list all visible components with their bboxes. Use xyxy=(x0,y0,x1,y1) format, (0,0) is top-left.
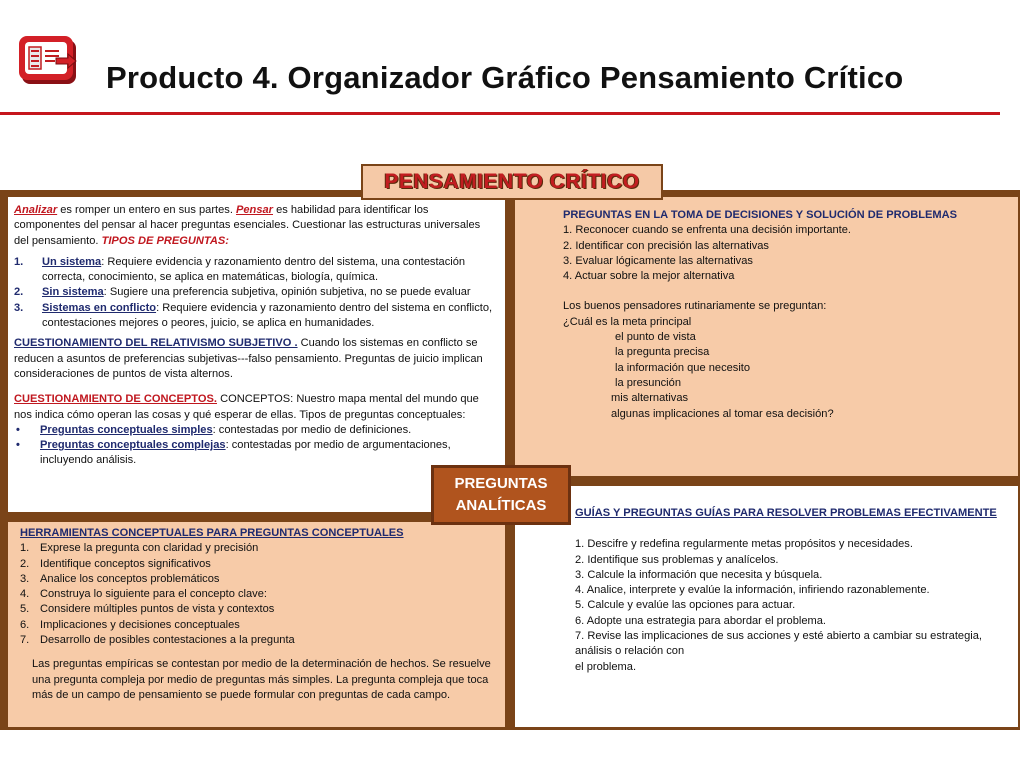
closing-line: el problema. xyxy=(575,660,637,673)
list-item: 7. Revise las implicaciones de sus acciones y esté abierto a cambiar su estrategia, análisis o relación con xyxy=(575,630,982,658)
types-heading: TIPOS DE PREGUNTAS: xyxy=(101,234,229,247)
analytical-questions-badge: PREGUNTAS ANALÍTICAS xyxy=(431,465,571,525)
list-item: 2. Sin sistema: Sugiere una preferencia subjetiva, opinión subjetiva, no se puede evaluar xyxy=(14,286,471,299)
thinkers-intro: Los buenos pensadores rutinariamente se preguntan: xyxy=(563,300,827,313)
list-item: 4. Analice, interprete y evalúe la información, infiriendo razonablemente. xyxy=(575,584,930,597)
list-item: 2. Identificar con precisión las alternativas xyxy=(563,239,769,252)
list-item: 2. Identifique conceptos significativos xyxy=(20,557,211,570)
list-item: la información que necesito xyxy=(615,361,751,374)
list-item: el punto de vista xyxy=(615,331,696,344)
title-divider xyxy=(0,112,1000,115)
list-item: 1. Reconocer cuando se enfrenta una decisión importante. xyxy=(563,224,852,237)
term-analizar: Analizar xyxy=(14,204,58,216)
term-pensar: Pensar xyxy=(235,204,273,216)
relativism-paragraph: CUESTIONAMIENTO DEL RELATIVISMO SUBJETIVO . Cuando los sistemas en conflicto se reducen a asuntos de preferencias subjetivas---falso pensamiento. Preguntas de juicio implican consideraciones de puntos de vista alternos. xyxy=(14,337,483,380)
list-item: algunas implicaciones al tomar esa decisión? xyxy=(611,407,834,420)
list-item: 1. Un sistema: Requiere evidencia y razonamiento dentro del sistema, una contestación correcta, conocimiento, se aplica en matemáticas, biología, química. xyxy=(14,255,466,284)
list-item: 6. Implicaciones y decisiones conceptuales xyxy=(20,618,240,631)
list-item: 3. Calcule la información que necesita y búsquela. xyxy=(575,568,823,581)
presentation-document-icon xyxy=(16,30,82,92)
relativism-heading: CUESTIONAMIENTO DEL RELATIVISMO SUBJETIVO . xyxy=(14,337,298,350)
list-item: 3. Evaluar lógicamente las alternativas xyxy=(563,254,753,267)
guides-heading: GUÍAS Y PREGUNTAS GUÍAS PARA RESOLVER PROBLEMAS EFECTIVAMENTE xyxy=(575,507,997,519)
list-item: 7. Desarrollo de posibles contestaciones a la pregunta xyxy=(20,634,295,647)
list-item: • Preguntas conceptuales complejas: contestadas por medio de argumentaciones, incluyendo análisis. xyxy=(16,439,451,467)
list-item: la presunción xyxy=(615,376,681,389)
concepts-heading: CUESTIONAMIENTO DE CONCEPTOS. xyxy=(14,393,217,406)
list-item: 4. Actuar sobre la mejor alternativa xyxy=(563,270,735,283)
intro-paragraph: Analizar es romper un entero en sus partes. Pensar es habilidad para identificar los componentes del pensar al hacer preguntas esenciales. Cuestionar las estructuras universales del pensamiento. TIPOS DE PREGUNTAS: xyxy=(14,204,481,247)
meta-question: ¿Cuál es la meta principal xyxy=(563,315,692,328)
concepts-paragraph: CUESTIONAMIENTO DE CONCEPTOS. CONCEPTOS: Nuestro mapa mental del mundo que nos indica cómo operan las cosas y qué esperar de ellas. Tipos de preguntas conceptuales: xyxy=(14,393,479,421)
panel-problem-solving-guides xyxy=(515,486,1018,727)
list-item: 4. Construya lo siguiente para el concepto clave: xyxy=(20,588,267,601)
list-item: 1. Descifre y redefina regularmente metas propósitos y necesidades. xyxy=(575,538,913,551)
list-item: 5. Considere múltiples puntos de vista y contextos xyxy=(20,603,275,616)
list-item: • Preguntas conceptuales simples: contestadas por medio de definiciones. xyxy=(16,423,412,436)
list-item: 6. Adopte una estrategia para abordar el problema. xyxy=(575,614,827,627)
list-item: 1. Exprese la pregunta con claridad y precisión xyxy=(20,542,259,555)
list-item: 3. Sistemas en conflicto: Requiere evidencia y razonamiento dentro del sistema en conflicto, contestaciones mejores o peores, juicio, se aplica en humanidades. xyxy=(14,301,493,330)
panel-conceptual-tools xyxy=(8,522,505,727)
empirical-paragraph: Las preguntas empíricas se contestan por medio de la determinación de hechos. Se resuelve una pregunta compleja por medio de preguntas más simples. La pregunta compleja que toca más de un campo de pensamiento se puede formular con preguntas de cada campo. xyxy=(32,658,491,701)
list-item: la pregunta precisa xyxy=(615,346,710,359)
list-item: 2. Identifique sus problemas y analícelos. xyxy=(575,553,779,566)
critical-thinking-badge: PENSAMIENTO CRÍTICO xyxy=(361,164,663,200)
list-item: 5. Calcule y evalúe las opciones para actuar. xyxy=(575,599,796,612)
list-item: mis alternativas xyxy=(611,392,689,405)
tools-heading: HERRAMIENTAS CONCEPTUALES PARA PREGUNTAS CONCEPTUALES xyxy=(20,527,404,539)
list-item: 3. Analice los conceptos problemáticos xyxy=(20,572,220,585)
slide-title: Producto 4. Organizador Gráfico Pensamiento Crítico xyxy=(106,60,904,95)
panel-decision-questions xyxy=(515,197,1018,476)
decision-heading: PREGUNTAS EN LA TOMA DE DECISIONES Y SOLUCIÓN DE PROBLEMAS xyxy=(563,209,958,221)
